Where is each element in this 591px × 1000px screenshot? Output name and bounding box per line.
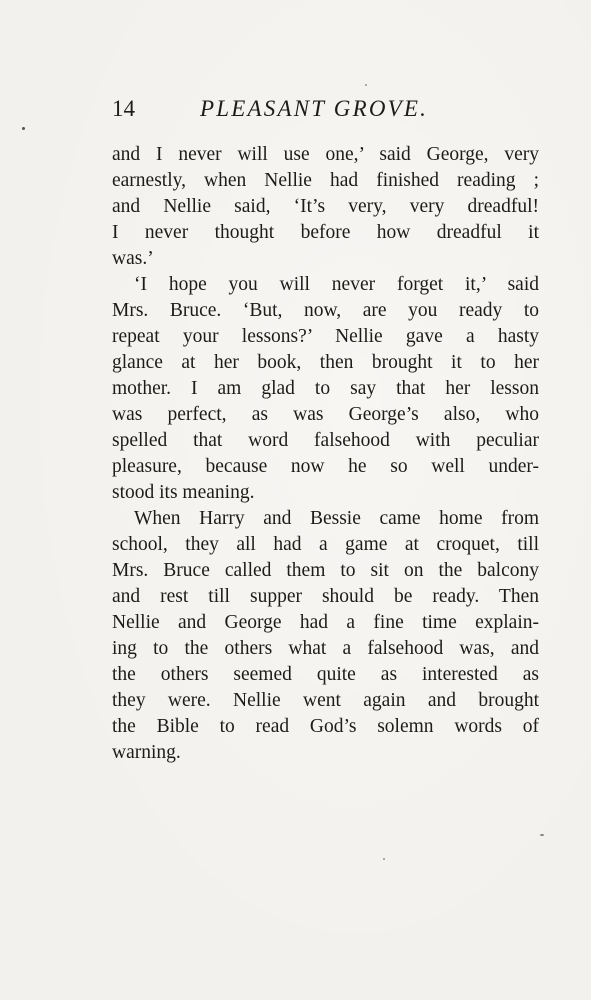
text-line: they were. Nellie went again and brought [112,690,539,711]
text-line: ing to the others what a falsehood was, and [112,638,539,659]
body-text [112,142,539,766]
text-line: earnestly, when Nellie had finished reading ; [112,170,539,191]
text-line: and Nellie said, ‘It’s very, very dreadful! [112,196,539,217]
text-line: glance at her book, then brought it to her [112,352,539,373]
text-line: Nellie and George had a fine time explain- [112,612,539,633]
text-line: and I never will use one,’ said George, very [112,144,539,165]
text-line: ‘I hope you will never forget it,’ said [134,274,539,295]
text-line: spelled that word falsehood with peculiar [112,430,539,451]
text-line: mother. I am glad to say that her lesson [112,378,539,399]
page-number: 14 [112,96,135,121]
text-line: the Bible to read God’s solemn words of [112,716,539,737]
text-line: and rest till supper should be ready. Then [112,586,539,607]
running-title: PLEASANT GROVE. [200,96,429,121]
text-line: pleasure, because now he so well under- [112,456,539,477]
text-line: the others seemed quite as interested as [112,664,539,685]
print-speck [383,858,385,860]
text-line: repeat your lessons?’ Nellie gave a hasty [112,326,539,347]
print-speck [365,84,367,86]
print-speck [540,834,544,836]
print-speck [22,127,25,130]
text-line: was perfect, as was George’s also, who [112,404,539,425]
text-line: warning. [112,742,181,763]
text-line: was.’ [112,248,154,269]
text-line: stood its meaning. [112,482,255,503]
text-line: school, they all had a game at croquet, till [112,534,539,555]
running-header [112,94,532,124]
text-line: I never thought before how dreadful it [112,222,539,243]
text-line: Mrs. Bruce called them to sit on the balcony [112,560,539,581]
text-line: When Harry and Bessie came home from [134,508,539,529]
text-line: Mrs. Bruce. ‘But, now, are you ready to [112,300,539,321]
